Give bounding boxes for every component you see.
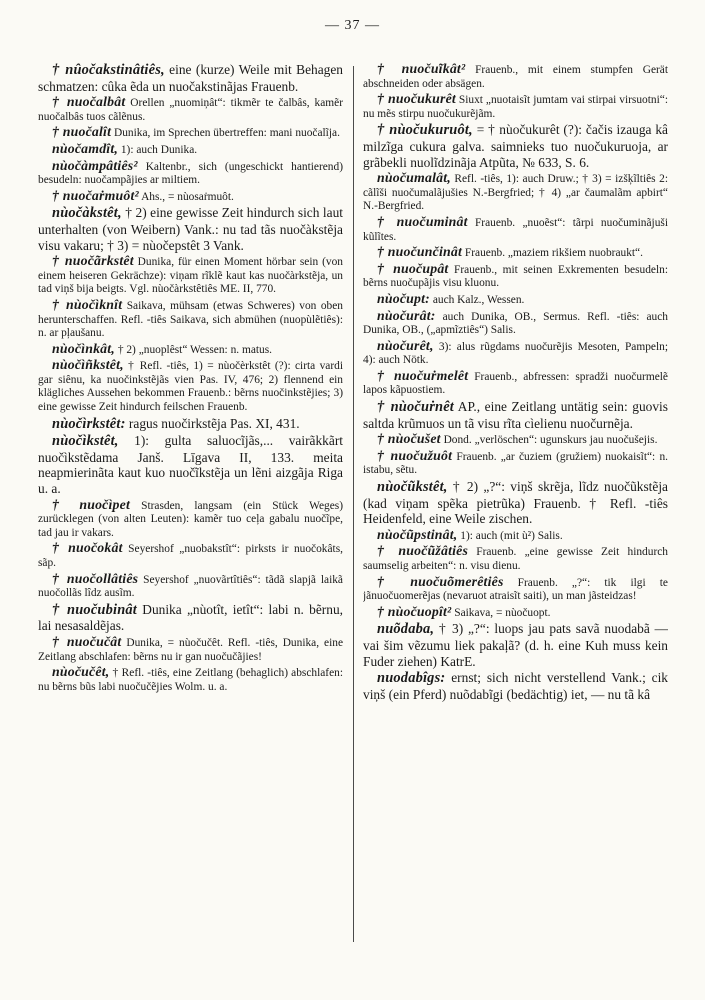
- entry-headword: † nuočuõmerêtiês: [377, 573, 504, 589]
- entry-text: Seyershof „nuovãrtîtiês“: tãdã slapjã laikã nuočollãs lîdz ausĩm.: [38, 573, 343, 600]
- dictionary-entry: [363, 122, 668, 170]
- entry-text: 1): auch (mit ù²) Salis.: [457, 529, 563, 542]
- entry-text: Saikava, mühsam (etwas Schweres) von oben herunterschaffen. Refl. -tiês Saikava, sich abmühen (nuopùlẽtiês): n. ar pļaušanu.: [38, 299, 343, 340]
- entry-text: Strasden, langsam (ein Stück Weges) zurücklegen (von alten Leuten): kamẽr tuo ceļa gabalu nuočĩpe, tad jau ir vakars.: [38, 499, 343, 539]
- entry-text: Frauenb., mit einem stumpfen Gerät abschneiden oder absägen.: [363, 64, 668, 90]
- dictionary-entry: [363, 171, 668, 214]
- entry-headword: † nùočušet: [377, 431, 441, 447]
- entry-text: Frauenb. „ar čuziem (gružiem) nuokaisĩt“: n. istabu, sẽtu.: [363, 450, 668, 477]
- dictionary-entry: [38, 125, 343, 141]
- dictionary-entry: [363, 309, 668, 338]
- text-columns: [38, 62, 668, 982]
- entry-text: † Refl. -tiês, eine Zeitlang (behaglich) abschlafen: nu bẽrns bũs labi nuočučẽjies Wolm. u. a.: [38, 667, 343, 693]
- dictionary-entry: [38, 572, 343, 601]
- entry-headword: † nùočukuruôt,: [377, 122, 473, 139]
- dictionary-entry: [363, 670, 668, 702]
- dictionary-entry: [363, 92, 668, 121]
- dictionary-entry: [38, 635, 343, 664]
- entry-headword: † nûočakstinâtiês,: [52, 62, 165, 78]
- dictionary-entry: [363, 399, 668, 431]
- entry-text: ernst; sich nicht verstellend Vank.; cik viņš (ein Pferd) nuõdabĩgi (bedächtig) iet, — nu tã kâ: [363, 670, 668, 702]
- page-number: — 37 —: [325, 18, 380, 33]
- entry-headword: † nuočalît: [52, 124, 112, 140]
- entry-headword: nuõdaba,: [377, 621, 435, 638]
- dictionary-entry: [363, 62, 668, 91]
- entry-text: = † nùočukurêt (?): čačis izauga kâ milzĩga cukura galva. saimnieks tuo nuočukuruoja, ar grãbekli nuolĩdzinãja Atpũta, № 633, S. 6.: [363, 122, 668, 170]
- dictionary-entry: [38, 189, 343, 205]
- entry-text: Frauenb. „?“: tik ilgi te jãnuočuomerẽjas (nevaruot atraisĩt saiti), un man jãsteidzas!: [363, 576, 668, 603]
- entry-headword: nùočurêt,: [377, 337, 434, 353]
- entry-text: Dond. „verlöschen“: ugunskurs jau nuočušejis.: [440, 434, 658, 447]
- entry-headword: nùočučêt,: [52, 664, 110, 680]
- entry-headword: † nuočunčinât: [377, 244, 463, 260]
- dictionary-entry: [363, 605, 668, 621]
- entry-headword: † nuočalbât: [52, 94, 126, 110]
- entry-headword: nùočìnkât,: [52, 340, 115, 356]
- entry-text: Frauenb., mit seinen Exkrementen besudeln: bẽrns nuočupãjis visu kluonu.: [363, 263, 668, 290]
- entry-text: Frauenb., abfressen: spradži nuočurmelẽ lapos kãpuostiem.: [363, 370, 668, 397]
- dictionary-entry: [38, 602, 343, 634]
- dictionary-entry: [38, 62, 343, 94]
- column-divider: [353, 66, 354, 942]
- dictionary-entry: [38, 541, 343, 570]
- dictionary-entry: [363, 339, 668, 368]
- entry-headword: nùočumalât,: [377, 170, 451, 186]
- entry-headword: nùočìrkstêt:: [52, 415, 126, 432]
- dictionary-entry: [38, 298, 343, 341]
- entry-text: 3): alus rũgdams nuočurẽjis Mesoten, Pampeln; 4): auch Nötk.: [363, 340, 668, 367]
- entry-headword: † nuočaṙmuôt²: [52, 187, 139, 203]
- dictionary-entry: [38, 159, 343, 188]
- entry-text: Dunika, = nùočučêt. Refl. -tiês, Dunika, eine Zeitlang abschlafen: bẽrns nu ir gan nuočučãjies!: [38, 636, 343, 663]
- entry-headword: nùočurât:: [377, 307, 436, 323]
- entry-text: 1): gulta saluocĩjãs,... vairãkkãrt nuočìkstẽdama Janš. Līgava II, 133. meita neapmierinãta kaut kuo nuočĩkstẽja un lẽni aizgãja Riga u. a.: [38, 433, 343, 497]
- dictionary-entry: [363, 575, 668, 604]
- dictionary-entry: [38, 205, 343, 253]
- entry-text: † 2) „?“: viņš skrẽja, lĩdz nuočũkstẽja (kad viņam spẽka pietrũka) Frauenb. † Refl. -tiês Heidenfeld, eine Weile zischen.: [363, 479, 668, 527]
- entry-text: † Refl. -tiês, 1) = nùočèrkstêt (?): cirta vardi gar siênu, ka nuočinkstẽjãs vien Pas. IV, 476; 2) flennend ein klägliches Aussehen bekommen Frauenb.: bẽrns nuočinkstẽjies; 3) eine gewisse Zeit hindurch feilschen Frauenb.: [38, 360, 343, 414]
- entry-text: Dunika, im Sprechen übertreffen: mani nuočalĩja.: [111, 127, 340, 140]
- entry-text: ragus nuočirkstẽja Pas. XI, 431.: [125, 415, 300, 431]
- dictionary-entry: [363, 369, 668, 398]
- dictionary-entry: [363, 479, 668, 527]
- entry-headword: † nuočũžâtiês: [377, 543, 469, 559]
- entry-text: Kaltenbr., sich (ungeschickt hantierend) besudeln: nuočampãjies ar miltiem.: [38, 160, 343, 187]
- entry-headword: † nuočollâtiês: [52, 570, 139, 586]
- entry-headword: nùočàmpâtiês²: [52, 157, 138, 173]
- dictionary-entry: [363, 544, 668, 573]
- entry-headword: nùočupt:: [377, 290, 430, 306]
- entry-text: auch Dunika, OB., Sermus. Refl. -tiês: auch Dunika, OB., („apmĩztiês“) Salis.: [363, 310, 668, 337]
- dictionary-entry: [363, 621, 668, 669]
- entry-headword: † nuočãrkstêt: [52, 253, 134, 269]
- dictionary-entry: [363, 432, 668, 448]
- entry-text: Frauenb. „eine gewisse Zeit hindurch saumselig arbeiten“: n. visu dienu.: [363, 546, 668, 572]
- entry-headword: nùočàkstêt,: [52, 205, 122, 222]
- entry-text: Seyershof „nuobakstît“: pirksts ir nuočokâts, sãp.: [38, 543, 343, 569]
- entry-headword: nùočìkstêt,: [52, 433, 119, 450]
- entry-text: Frauenb. „nuoẽst“: tãrpi nuočuminãjuši kũlĩtes.: [363, 216, 668, 243]
- entry-text: Ahs., = nùosaṙmuôt.: [138, 190, 234, 203]
- left-column: [38, 62, 343, 982]
- entry-text: Saikava, = nùočuopt.: [451, 606, 551, 619]
- dictionary-entry: [38, 342, 343, 358]
- dictionary-entry: [363, 215, 668, 244]
- entry-headword: † nùočuopît²: [377, 603, 452, 619]
- entry-headword: † nuočokât: [52, 540, 123, 556]
- entry-headword: † nùočuṙnêt: [377, 399, 454, 416]
- dictionary-entry: [363, 449, 668, 478]
- entry-headword: nùočamdît,: [52, 140, 119, 156]
- entry-headword: nùočìñkstêt,: [52, 357, 124, 373]
- dictionary-entry: [38, 433, 343, 496]
- entry-text: 1): auch Dunika.: [118, 143, 198, 156]
- entry-text: † 2) eine gewisse Zeit hindurch sich laut unterhalten (von Weibern) Vank.: nu tad tãs nuočàkstẽja visu vakaru; † 3) = nùočepstêt 3 Vank.: [38, 205, 343, 253]
- entry-headword: † nuočužuôt: [377, 447, 453, 463]
- dictionary-entry: [38, 358, 343, 414]
- entry-text: Refl. -tiês, 1): auch Druw.; † 3) = izšķĩltiês 2: cãlĩši nuočumalãjušies N.-Bergfried; † 4) „ar čaumalãm apbirt“ N.-Bergfried.: [363, 173, 668, 213]
- dictionary-entry: [363, 262, 668, 291]
- entry-text: Dunika, für einen Moment hörbar sein (von einem heiseren Gekrächze): viņam rĩklẽ kaut kas nuočàrkstẽja, un tad viņš bija beigts. Vgl. nùočàrkstêtiês ME. II, 770.: [38, 256, 343, 296]
- entry-text: AP., eine Zeitlang untätig sein: guovis saltda krũmuos un tã visu rĩta cìelienu nuočurnẽja.: [363, 399, 668, 431]
- entry-headword: nuodabîgs:: [377, 670, 446, 687]
- dictionary-entry: [38, 142, 343, 158]
- entry-headword: nùočũpstinât,: [377, 526, 458, 542]
- entry-headword: † nùočìknît: [52, 296, 123, 312]
- entry-headword: † nuočuĩkât²: [377, 62, 466, 76]
- entry-text: Siuxt „nuotaisĩt jumtam vai stirpai virsuotni“: nu mẽs stirpu nuočukurẽjãm.: [363, 94, 668, 120]
- entry-headword: † nuočuminât: [377, 213, 468, 229]
- entry-headword: † nuočubinât: [52, 601, 138, 618]
- dictionary-entry: [38, 498, 343, 541]
- entry-text: Dunika „nùotît, ietît“: labi n. bẽrnu, lai nesasaldẽjas.: [38, 601, 343, 634]
- right-column: [363, 62, 668, 982]
- dictionary-entry: [38, 254, 343, 297]
- dictionary-entry: [38, 416, 343, 433]
- entry-headword: † nuočukurêt: [377, 91, 456, 107]
- entry-headword: † nuočučât: [52, 633, 122, 649]
- entry-headword: nùočũkstêt,: [377, 479, 448, 496]
- entry-text: Frauenb. „maziem rikšiem nuobraukt“.: [462, 247, 643, 260]
- entry-headword: † nuočuṙmelêt: [377, 367, 469, 383]
- entry-text: eine (kurze) Weile mit Behagen schmatzen: cûka ẽda un nuočakstinãjas Frauenb.: [38, 62, 343, 94]
- dictionary-entry: [38, 665, 343, 694]
- entry-text: auch Kalz., Wessen.: [429, 293, 525, 306]
- entry-headword: † nuočupât: [377, 260, 449, 276]
- entry-text: † 3) „?“: luops jau pats savã nuodabã — vai šim vẽzumu liek pakaļã? (d. h. eine Kuh muss kein Fuder ziehen) KatrE.: [363, 621, 668, 669]
- entry-text: † 2) „nuoplêst“ Wessen: n. matus.: [114, 343, 273, 356]
- dictionary-entry: [363, 245, 668, 261]
- entry-text: Orellen „nuomiņât“: tikmẽr te čalbâs, kamẽr nuočalbâs tuos cãlẽnus.: [38, 97, 343, 123]
- dictionary-entry: [363, 292, 668, 308]
- dictionary-entry: [363, 528, 668, 544]
- dictionary-entry: [38, 95, 343, 124]
- entry-headword: † nuočìpet: [52, 496, 130, 512]
